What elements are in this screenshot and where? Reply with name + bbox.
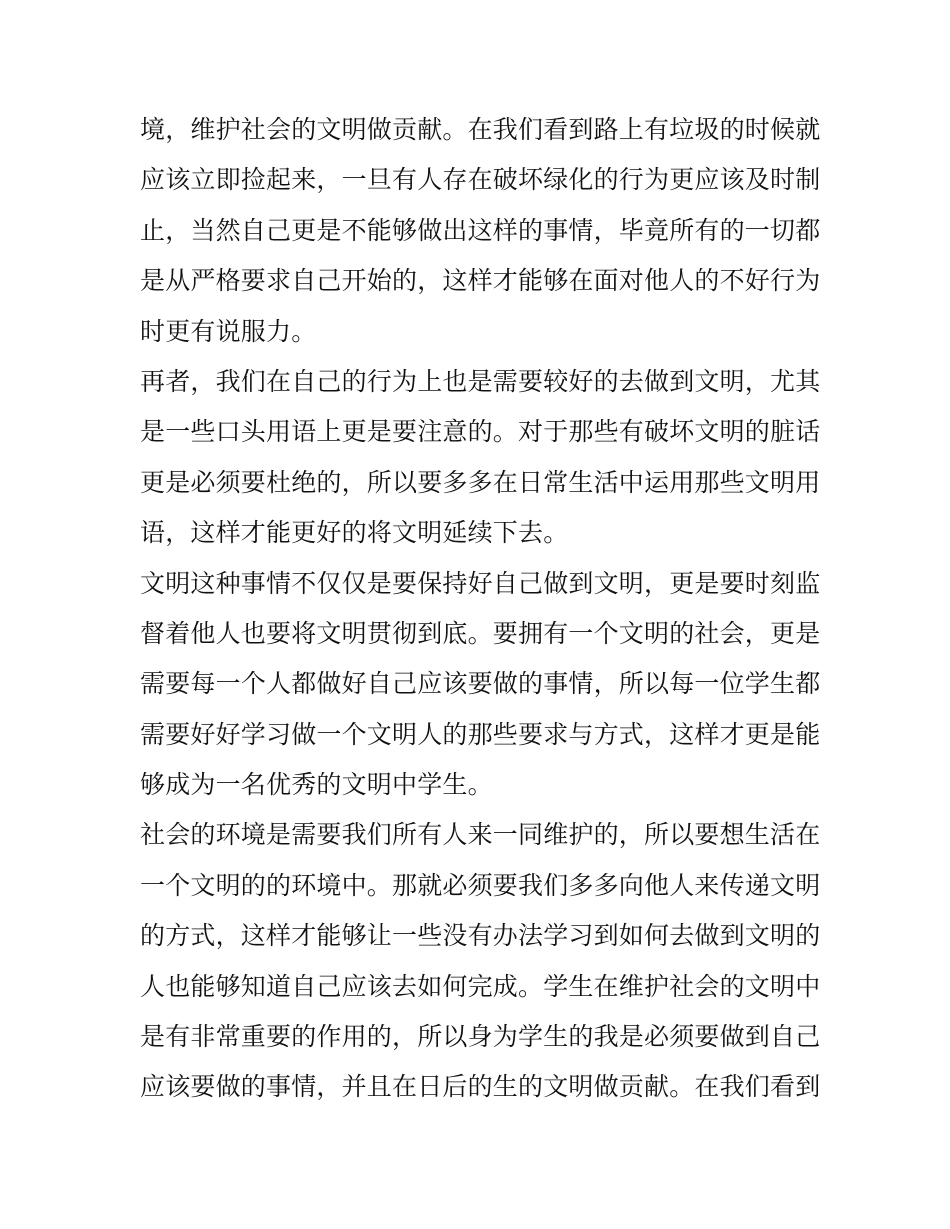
text-line: 应该立即捡起来，一旦有人存在破坏绿化的行为更应该及时制 [140,165,821,195]
text-line: 的方式，这样才能够让一些没有办法学习到如何去做到文明的 [140,921,821,951]
paragraph-3 [140,559,820,811]
text-line: 是一些口头用语上更是要注意的。对于那些有破坏文明的脏话 [140,417,821,447]
text-line: 再者，我们在自己的行为上也是需要较好的去做到文明，尤其 [140,366,821,396]
document-body [140,105,820,1113]
text-line: 应该要做的事情，并且在日后的生的文明做贡献。在我们看到 [140,1072,821,1102]
text-line: 文明这种事情不仅仅是要保持好自己做到文明，更是要时刻监 [140,568,821,598]
paragraph-1 [140,105,820,357]
text-line: 是从严格要求自己开始的，这样才能够在面对他人的不好行为 [140,266,821,296]
text-line: 社会的环境是需要我们所有人来一同维护的，所以要想生活在 [140,820,821,850]
text-line: 止，当然自己更是不能够做出这样的事情，毕竟所有的一切都 [140,215,821,245]
text-line: 一个文明的的环境中。那就必须要我们多多向他人来传递文明 [140,870,821,900]
text-line: 是有非常重要的作用的，所以身为学生的我是必须要做到自己 [140,1022,821,1052]
paragraph-2 [140,357,820,559]
text-line: 督着他人也要将文明贯彻到底。要拥有一个文明的社会，更是 [140,618,821,648]
text-line: 语，这样才能更好的将文明延续下去。 [140,518,569,548]
text-line: 境，维护社会的文明做贡献。在我们看到路上有垃圾的时候就 [140,115,821,144]
paragraph-4 [140,810,820,1112]
text-line: 需要好好学习做一个文明人的那些要求与方式，这样才更是能 [140,719,821,749]
text-line: 需要每一个人都做好自己应该要做的事情，所以每一位学生都 [140,669,821,699]
text-line: 时更有说服力。 [140,316,317,346]
text-line: 人也能够知道自己应该去如何完成。学生在维护社会的文明中 [140,971,821,1001]
text-line: 够成为一名优秀的文明中学生。 [140,770,493,800]
text-line: 更是必须要杜绝的，所以要多多在日常生活中运用那些文明用 [140,467,821,497]
